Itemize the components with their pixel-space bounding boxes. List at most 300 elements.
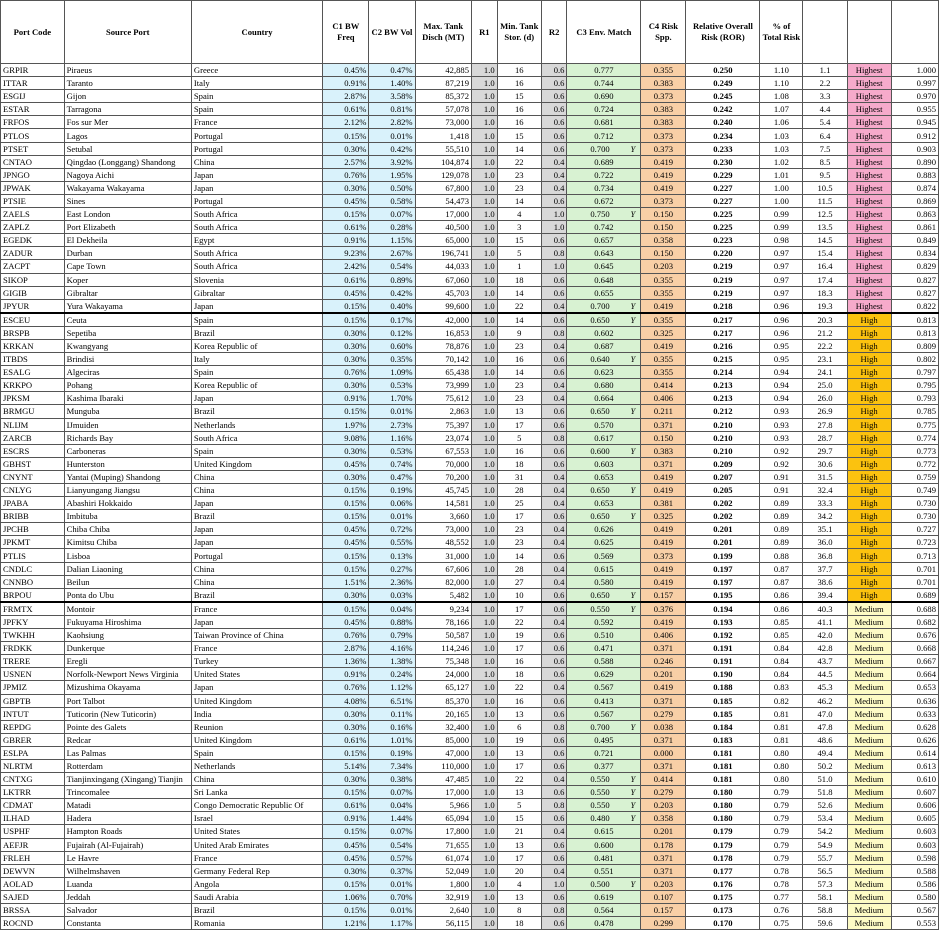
- cell-r1: 1.0: [472, 353, 498, 366]
- cell-max-tank-disch: 85,000: [415, 733, 471, 746]
- cell-r2: 0.6: [541, 457, 567, 470]
- cell-port-code: JPMIZ: [1, 681, 65, 694]
- cell-max-tank-disch: 32,400: [415, 720, 471, 733]
- cell-source-port: Dunkerque: [64, 642, 191, 655]
- cell-source-port: Fukuyama Hiroshima: [64, 615, 191, 628]
- table-row[interactable]: [1, 247, 939, 260]
- cell-r1: 1.0: [472, 786, 498, 799]
- cell-risk-category: Highest: [847, 142, 891, 155]
- env-match-value: 0.672: [594, 195, 614, 206]
- cell-r1: 1.0: [472, 221, 498, 234]
- cell-r1: 1.0: [472, 90, 498, 103]
- table-row[interactable]: [1, 917, 939, 930]
- cell-source-port: Cape Town: [64, 260, 191, 273]
- cell-max-tank-disch: 65,127: [415, 681, 471, 694]
- table-row[interactable]: [1, 313, 939, 327]
- cell-min-tank-stor: 14: [497, 366, 541, 379]
- table-row[interactable]: [1, 418, 939, 431]
- cell-ror: 0.218: [686, 299, 760, 313]
- cell-cumulative: 49.4: [803, 746, 847, 759]
- cell-port-code: DEWVN: [1, 864, 65, 877]
- table-row[interactable]: [1, 510, 939, 523]
- cell-country: Japan: [191, 523, 322, 536]
- cell-c3-env-match: [567, 366, 641, 379]
- header-c2-bw-vol[interactable]: C2 BW Vol: [369, 1, 415, 64]
- cell-c2-bw-vol: 1.15%: [369, 234, 415, 247]
- table-row[interactable]: [1, 838, 939, 851]
- cell-source-port: Tianjinxingang (Xingang) Tianjin: [64, 773, 191, 786]
- cell-port-code: ITTAR: [1, 77, 65, 90]
- header-country[interactable]: Country: [191, 1, 322, 64]
- env-match-value: 0.600: [594, 839, 614, 850]
- table-row[interactable]: [1, 90, 939, 103]
- cell-normalized: 0.829: [891, 260, 938, 273]
- cell-country: Spain: [191, 103, 322, 116]
- header-normalized[interactable]: [891, 1, 938, 64]
- table-row[interactable]: [1, 746, 939, 759]
- table-row[interactable]: [1, 733, 939, 746]
- cell-port-code: JPYUR: [1, 299, 65, 313]
- cell-normalized: 0.598: [891, 851, 938, 864]
- table-row[interactable]: [1, 155, 939, 168]
- cell-cumulative: 42.8: [803, 642, 847, 655]
- cell-normalized: 0.785: [891, 405, 938, 418]
- cell-ror: 0.234: [686, 129, 760, 142]
- cell-c4-risk-spp: 0.371: [641, 457, 686, 470]
- cell-cumulative: 33.3: [803, 497, 847, 510]
- cell-pct-total-risk: 0.79: [760, 851, 803, 864]
- cell-normalized: 0.912: [891, 129, 938, 142]
- cell-port-code: ZACPT: [1, 260, 65, 273]
- cell-r1: 1.0: [472, 759, 498, 772]
- cell-c3-env-match: [567, 864, 641, 877]
- env-match-value: 0.629: [594, 669, 614, 680]
- cell-c2-bw-vol: 1.09%: [369, 366, 415, 379]
- cell-pct-total-risk: 0.99: [760, 221, 803, 234]
- cell-cumulative: 8.5: [803, 155, 847, 168]
- cell-cumulative: 11.5: [803, 194, 847, 207]
- cell-cumulative: 27.8: [803, 418, 847, 431]
- cell-c3-env-match: [567, 444, 641, 457]
- cell-c4-risk-spp: 0.355: [641, 366, 686, 379]
- table-row[interactable]: [1, 588, 939, 602]
- cell-c1-bw-freq: 0.76%: [323, 168, 369, 181]
- table-row[interactable]: [1, 615, 939, 628]
- cell-cumulative: 14.5: [803, 234, 847, 247]
- cell-country: Congo Democratic Republic Of: [191, 799, 322, 812]
- table-row[interactable]: [1, 457, 939, 470]
- cell-ror: 0.214: [686, 366, 760, 379]
- cell-max-tank-disch: 16,853: [415, 326, 471, 339]
- cell-normalized: 0.749: [891, 484, 938, 497]
- cell-r1: 1.0: [472, 260, 498, 273]
- cell-c1-bw-freq: 9.08%: [323, 431, 369, 444]
- cell-min-tank-stor: 16: [497, 103, 541, 116]
- header-c3-env-match[interactable]: C3 Env. Match: [567, 1, 641, 64]
- cell-pct-total-risk: 0.79: [760, 799, 803, 812]
- cell-country: South Africa: [191, 208, 322, 221]
- table-row[interactable]: [1, 655, 939, 668]
- cell-source-port: Fos sur Mer: [64, 116, 191, 129]
- cell-source-port: Tuticorin (New Tuticorin): [64, 707, 191, 720]
- cell-pct-total-risk: 0.87: [760, 562, 803, 575]
- header-r2[interactable]: R2: [541, 1, 567, 64]
- cell-pct-total-risk: 0.84: [760, 642, 803, 655]
- cell-min-tank-stor: 23: [497, 168, 541, 181]
- cell-max-tank-disch: 65,094: [415, 812, 471, 825]
- cell-r1: 1.0: [472, 234, 498, 247]
- cell-c4-risk-spp: 0.383: [641, 77, 686, 90]
- env-match-value: 0.619: [594, 891, 614, 902]
- cell-source-port: Rotterdam: [64, 759, 191, 772]
- header-cumulative[interactable]: [803, 1, 847, 64]
- cell-max-tank-disch: 20,165: [415, 707, 471, 720]
- cell-c4-risk-spp: 0.414: [641, 379, 686, 392]
- cell-c3-env-match: [567, 353, 641, 366]
- cell-min-tank-stor: 16: [497, 444, 541, 457]
- table-row[interactable]: [1, 208, 939, 221]
- cell-max-tank-disch: 17,000: [415, 208, 471, 221]
- table-row[interactable]: [1, 825, 939, 838]
- cell-c4-risk-spp: 0.203: [641, 877, 686, 890]
- cell-c4-risk-spp: 0.325: [641, 510, 686, 523]
- cell-r1: 1.0: [472, 326, 498, 339]
- table-row[interactable]: [1, 890, 939, 903]
- table-row[interactable]: [1, 470, 939, 483]
- cell-pct-total-risk: 0.78: [760, 877, 803, 890]
- cell-country: Brazil: [191, 405, 322, 418]
- cell-r2: 0.6: [541, 286, 567, 299]
- table-row[interactable]: [1, 497, 939, 510]
- cell-port-code: PTLIS: [1, 549, 65, 562]
- cell-pct-total-risk: 0.79: [760, 825, 803, 838]
- cell-source-port: Yantai (Muping) Shandong: [64, 470, 191, 483]
- cell-normalized: 0.689: [891, 588, 938, 602]
- cell-risk-category: Highest: [847, 234, 891, 247]
- table-row[interactable]: [1, 773, 939, 786]
- env-match-flag: Y: [630, 511, 636, 522]
- table-row[interactable]: [1, 786, 939, 799]
- header-min-tank-stor[interactable]: Min. Tank Stor. (d): [497, 1, 541, 64]
- cell-max-tank-disch: 99,600: [415, 299, 471, 313]
- cell-c3-env-match: [567, 523, 641, 536]
- cell-c1-bw-freq: 0.15%: [323, 602, 369, 616]
- env-match-value: 0.626: [594, 524, 614, 535]
- cell-max-tank-disch: 45,745: [415, 484, 471, 497]
- table-row[interactable]: [1, 642, 939, 655]
- cell-pct-total-risk: 0.79: [760, 786, 803, 799]
- table-row[interactable]: [1, 77, 939, 90]
- cell-r2: 0.4: [541, 536, 567, 549]
- cell-cumulative: 51.8: [803, 786, 847, 799]
- cell-country: Japan: [191, 181, 322, 194]
- env-match-value: 0.625: [594, 537, 614, 548]
- cell-r2: 0.6: [541, 812, 567, 825]
- cell-c4-risk-spp: 0.157: [641, 588, 686, 602]
- table-row[interactable]: [1, 904, 939, 917]
- table-row[interactable]: [1, 116, 939, 129]
- cell-c1-bw-freq: 2.57%: [323, 155, 369, 168]
- cell-port-code: ZARCB: [1, 431, 65, 444]
- cell-c2-bw-vol: 0.37%: [369, 864, 415, 877]
- header-max-tank-disch[interactable]: Max. Tank Disch (MT): [415, 1, 471, 64]
- header-port-code[interactable]: Port Code: [1, 1, 65, 64]
- cell-country: Sri Lanka: [191, 786, 322, 799]
- cell-c2-bw-vol: 0.07%: [369, 208, 415, 221]
- table-row[interactable]: [1, 405, 939, 418]
- cell-country: Spain: [191, 313, 322, 327]
- cell-r2: 0.6: [541, 116, 567, 129]
- cell-max-tank-disch: 55,510: [415, 142, 471, 155]
- cell-min-tank-stor: 4: [497, 208, 541, 221]
- table-row[interactable]: [1, 523, 939, 536]
- header-ror[interactable]: Relative Overall Risk (ROR): [686, 1, 760, 64]
- cell-source-port: East London: [64, 208, 191, 221]
- table-row[interactable]: [1, 299, 939, 313]
- cell-risk-category: Highest: [847, 208, 891, 221]
- table-row[interactable]: [1, 260, 939, 273]
- table-row[interactable]: [1, 64, 939, 77]
- table-row[interactable]: [1, 668, 939, 681]
- cell-ror: 0.225: [686, 221, 760, 234]
- header-source-port[interactable]: Source Port: [64, 1, 191, 64]
- cell-port-code: ESLPA: [1, 746, 65, 759]
- cell-ror: 0.193: [686, 615, 760, 628]
- cell-ror: 0.216: [686, 339, 760, 352]
- cell-c3-env-match: [567, 668, 641, 681]
- env-match-value: 0.664: [594, 393, 614, 404]
- cell-max-tank-disch: 1,418: [415, 129, 471, 142]
- header-c4-risk-spp[interactable]: C4 Risk Spp.: [641, 1, 686, 64]
- cell-port-code: USPHF: [1, 825, 65, 838]
- cell-cumulative: 6.4: [803, 129, 847, 142]
- table-row[interactable]: [1, 707, 939, 720]
- table-row[interactable]: [1, 536, 939, 549]
- env-match-value: 0.680: [594, 380, 614, 391]
- cell-r1: 1.0: [472, 536, 498, 549]
- cell-normalized: 0.607: [891, 786, 938, 799]
- cell-c2-bw-vol: 0.01%: [369, 405, 415, 418]
- env-match-value: 0.645: [594, 261, 614, 272]
- cell-ror: 0.242: [686, 103, 760, 116]
- cell-risk-category: High: [847, 353, 891, 366]
- env-match-value: 0.600: [590, 445, 610, 456]
- table-row[interactable]: [1, 484, 939, 497]
- cell-r2: 0.4: [541, 575, 567, 588]
- env-match-flag: Y: [630, 209, 636, 220]
- cell-ror: 0.194: [686, 602, 760, 616]
- header-risk-category[interactable]: [847, 1, 891, 64]
- cell-pct-total-risk: 1.10: [760, 77, 803, 90]
- cell-c2-bw-vol: 0.53%: [369, 379, 415, 392]
- cell-r2: 0.6: [541, 194, 567, 207]
- cell-r1: 1.0: [472, 181, 498, 194]
- table-row[interactable]: [1, 562, 939, 575]
- cell-r1: 1.0: [472, 366, 498, 379]
- cell-port-code: CNYNT: [1, 470, 65, 483]
- cell-ror: 0.191: [686, 642, 760, 655]
- cell-port-code: NLRTM: [1, 759, 65, 772]
- cell-c2-bw-vol: 4.16%: [369, 642, 415, 655]
- cell-r1: 1.0: [472, 917, 498, 930]
- table-row[interactable]: [1, 851, 939, 864]
- table-row[interactable]: [1, 759, 939, 772]
- cell-source-port: Chiba Chiba: [64, 523, 191, 536]
- cell-risk-category: High: [847, 366, 891, 379]
- env-match-value: 0.377: [594, 761, 614, 772]
- cell-r2: 0.4: [541, 497, 567, 510]
- table-row[interactable]: [1, 720, 939, 733]
- cell-min-tank-stor: 22: [497, 773, 541, 786]
- cell-normalized: 0.668: [891, 642, 938, 655]
- cell-c1-bw-freq: 0.15%: [323, 549, 369, 562]
- env-match-value: 0.650: [590, 406, 610, 417]
- header-c1-bw-freq[interactable]: C1 BW Freq: [323, 1, 369, 64]
- env-match-value: 0.615: [594, 826, 614, 837]
- cell-min-tank-stor: 16: [497, 694, 541, 707]
- cell-c1-bw-freq: 0.15%: [323, 825, 369, 838]
- cell-min-tank-stor: 20: [497, 864, 541, 877]
- cell-ror: 0.207: [686, 470, 760, 483]
- cell-r2: 0.8: [541, 799, 567, 812]
- table-row[interactable]: [1, 379, 939, 392]
- cell-risk-category: High: [847, 313, 891, 327]
- table-row[interactable]: [1, 194, 939, 207]
- env-match-value: 0.588: [594, 656, 614, 667]
- cell-c2-bw-vol: 1.01%: [369, 733, 415, 746]
- cell-normalized: 0.580: [891, 890, 938, 903]
- cell-source-port: Koper: [64, 273, 191, 286]
- table-row[interactable]: [1, 286, 939, 299]
- cell-ror: 0.191: [686, 655, 760, 668]
- cell-min-tank-stor: 14: [497, 549, 541, 562]
- cell-c3-env-match: [567, 851, 641, 864]
- cell-ror: 0.210: [686, 431, 760, 444]
- cell-max-tank-disch: 75,612: [415, 392, 471, 405]
- cell-r1: 1.0: [472, 484, 498, 497]
- cell-c4-risk-spp: 0.157: [641, 904, 686, 917]
- cell-c2-bw-vol: 0.70%: [369, 890, 415, 903]
- table-row[interactable]: [1, 103, 939, 116]
- cell-risk-category: High: [847, 392, 891, 405]
- cell-c4-risk-spp: 0.178: [641, 838, 686, 851]
- table-row[interactable]: [1, 366, 939, 379]
- cell-ror: 0.219: [686, 273, 760, 286]
- env-match-value: 0.650: [590, 589, 610, 600]
- cell-country: South Africa: [191, 260, 322, 273]
- table-row[interactable]: [1, 431, 939, 444]
- cell-c2-bw-vol: 1.95%: [369, 168, 415, 181]
- cell-port-code: JPWAK: [1, 181, 65, 194]
- table-row[interactable]: [1, 168, 939, 181]
- cell-cumulative: 39.4: [803, 588, 847, 602]
- cell-c3-env-match: [567, 536, 641, 549]
- table-row[interactable]: [1, 326, 939, 339]
- cell-source-port: Fujairah (Al-Fujairah): [64, 838, 191, 851]
- header-r1[interactable]: R1: [472, 1, 498, 64]
- cell-cumulative: 5.4: [803, 116, 847, 129]
- table-row[interactable]: [1, 877, 939, 890]
- env-match-value: 0.722: [594, 169, 614, 180]
- table-row[interactable]: [1, 549, 939, 562]
- table-row[interactable]: [1, 799, 939, 812]
- table-row[interactable]: [1, 864, 939, 877]
- cell-c3-env-match: [567, 208, 641, 221]
- table-row[interactable]: [1, 444, 939, 457]
- cell-min-tank-stor: 5: [497, 799, 541, 812]
- cell-r1: 1.0: [472, 904, 498, 917]
- cell-port-code: ESCRS: [1, 444, 65, 457]
- cell-source-port: Tarragona: [64, 103, 191, 116]
- cell-ror: 0.197: [686, 575, 760, 588]
- table-row[interactable]: [1, 629, 939, 642]
- cell-source-port: Salvador: [64, 904, 191, 917]
- table-row[interactable]: [1, 681, 939, 694]
- env-match-value: 0.712: [594, 130, 614, 141]
- table-row[interactable]: [1, 142, 939, 155]
- table-row[interactable]: [1, 575, 939, 588]
- cell-r2: 0.6: [541, 838, 567, 851]
- table-row[interactable]: [1, 234, 939, 247]
- cell-min-tank-stor: 22: [497, 615, 541, 628]
- cell-c2-bw-vol: 0.03%: [369, 588, 415, 602]
- cell-cumulative: 21.2: [803, 326, 847, 339]
- cell-source-port: Jeddah: [64, 890, 191, 903]
- cell-c2-bw-vol: 0.42%: [369, 286, 415, 299]
- cell-r2: 0.6: [541, 510, 567, 523]
- env-match-flag: Y: [630, 143, 636, 154]
- cell-risk-category: High: [847, 470, 891, 483]
- cell-max-tank-disch: 110,000: [415, 759, 471, 772]
- cell-risk-category: Medium: [847, 629, 891, 642]
- table-row[interactable]: [1, 392, 939, 405]
- table-row[interactable]: [1, 221, 939, 234]
- cell-c4-risk-spp: 0.355: [641, 286, 686, 299]
- table-row[interactable]: [1, 694, 939, 707]
- cell-min-tank-stor: 5: [497, 431, 541, 444]
- cell-min-tank-stor: 16: [497, 64, 541, 77]
- cell-source-port: Port Talbot: [64, 694, 191, 707]
- cell-cumulative: 23.1: [803, 353, 847, 366]
- cell-risk-category: Medium: [847, 668, 891, 681]
- table-row[interactable]: [1, 273, 939, 286]
- cell-r2: 0.4: [541, 681, 567, 694]
- cell-c2-bw-vol: 0.60%: [369, 339, 415, 352]
- cell-c4-risk-spp: 0.246: [641, 655, 686, 668]
- cell-source-port: Piraeus: [64, 64, 191, 77]
- cell-c2-bw-vol: 1.40%: [369, 77, 415, 90]
- table-row[interactable]: [1, 181, 939, 194]
- cell-normalized: 0.773: [891, 444, 938, 457]
- cell-r2: 0.6: [541, 890, 567, 903]
- cell-cumulative: 35.1: [803, 523, 847, 536]
- cell-c2-bw-vol: 0.07%: [369, 786, 415, 799]
- table-row[interactable]: [1, 812, 939, 825]
- cell-port-code: JPKSM: [1, 392, 65, 405]
- table-row[interactable]: [1, 129, 939, 142]
- cell-ror: 0.185: [686, 707, 760, 720]
- cell-cumulative: 30.6: [803, 457, 847, 470]
- table-row[interactable]: [1, 602, 939, 616]
- table-row[interactable]: [1, 339, 939, 352]
- table-row[interactable]: [1, 353, 939, 366]
- cell-risk-category: Medium: [847, 851, 891, 864]
- cell-port-code: CNNBO: [1, 575, 65, 588]
- header-pct-total-risk[interactable]: % of Total Risk: [760, 1, 803, 64]
- cell-c1-bw-freq: 0.61%: [323, 273, 369, 286]
- cell-normalized: 0.713: [891, 549, 938, 562]
- env-match-flag: Y: [630, 300, 636, 311]
